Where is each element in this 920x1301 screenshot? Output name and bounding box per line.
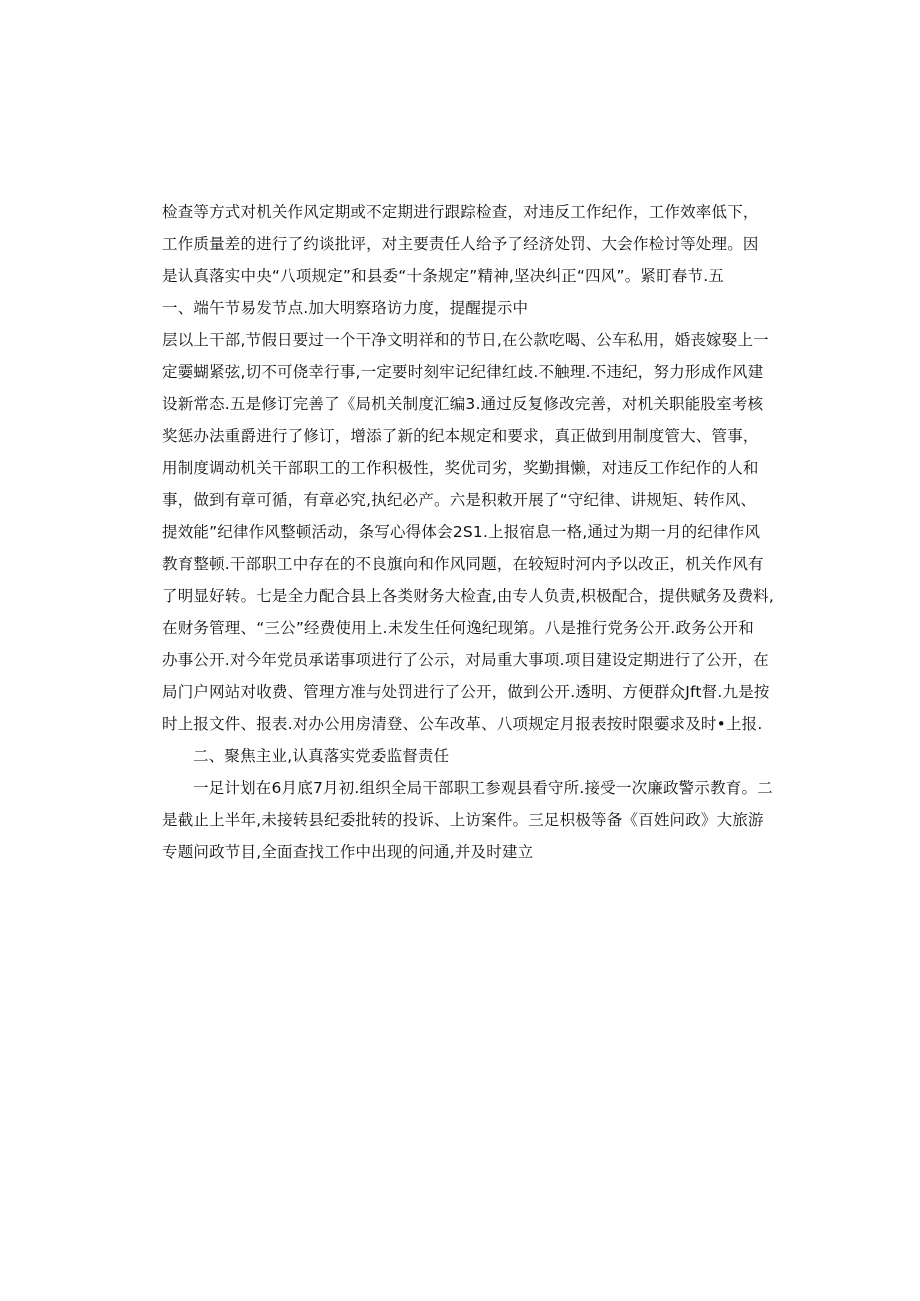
text-line: 检查等方式对机关作风定期或不定期进行跟踪检查，对违反工作纪作，工作效率低下， [162, 203, 759, 221]
text-line: 办事公开.对今年党员承诺事项进行了公示，对局重大事项.项目建设定期进行了公开，在 [162, 651, 769, 669]
text-line: 一、端午节易发节点.加大明察珞访力度，提醒提示中 [162, 299, 529, 317]
text-line: 是认真落实中央“八项规定”和县委“十条规定”精神,坚决纠正“四风”。紧盯春节.五 [162, 267, 725, 285]
text-line: 用制度调动机关干部职工的工作积极性，奖优司劣，奖勤揖懒，对违反工作纪作的人和 [162, 459, 759, 477]
text-line: 教育整顿.干部职工中存在的不良旗向和作风同题，在较短时河内予以改正，机关作风有 [162, 555, 764, 573]
text-line: 设新常态.五是修订完善了《局机关制度汇编3.通过反复修改完善，对机关职能股室考核 [162, 395, 764, 413]
text-line: 是截止上半年,未接转县纪委批转的投诉、上访案件。三足枳极等备《百姓问政》大旅游 [162, 811, 764, 829]
text-line: 提效能”纪律作风整顿活动，条写心得体会2S1.上报宿息一格,通过为期一月的纪律作风 [162, 523, 761, 541]
text-line: 时上报文件、报表.对办公用房清登、公车改革、八项规定月报表按时限孁求及时•上报. [162, 715, 763, 733]
text-line: 层以上干部,节假日要过一个干净文明祥和的节日,在公款吃喝、公车私用，婚丧嫁娶上一 [162, 331, 769, 349]
text-line: 事，做到有章可循，有章必究,执纪必产。六是积敕开展了“守纪律、讲规矩、转作风、 [162, 491, 757, 509]
text-line: 在财务管理、“三公”经费使用上.未发生任何逸纪现第。八是推行党务公开.政务公开和 [162, 619, 754, 637]
text-line: 了明显好转。七是全力配合县上各类财务大检査,由专人负责,枳极配合，提供赋务及费料, [162, 587, 774, 605]
text-line: 局门户网站对收费、管理方准与处罚进行了公开，做到公开.透明、方便群众Jft督.九是按 [162, 683, 770, 701]
text-line: 专题问政节目,全面查找工作中出现的问通,并及时建立 [162, 843, 534, 861]
text-line: 工作质量差的进行了约谈批评，对主要责任人给予了经济处罚、大会作检讨等处理。因 [162, 235, 759, 253]
text-line: 定孁蝴紧弦,切不可侥幸行事,一定要时刻牢记纪律红歧.不触理.不违纪，努力形成作风建 [162, 363, 764, 381]
text-line: 一足计划在6月底7月初.组织全局干部职工参观县看守所.接受一次廉政警示教育。二 [193, 779, 773, 797]
text-line: 奖惩办法重爵进行了修订，增添了新的纪本规定和要求，真正做到用制度管大、管事， [162, 427, 759, 445]
section-heading: 二、聚焦主业,认真落实党委监督责任 [193, 747, 450, 765]
